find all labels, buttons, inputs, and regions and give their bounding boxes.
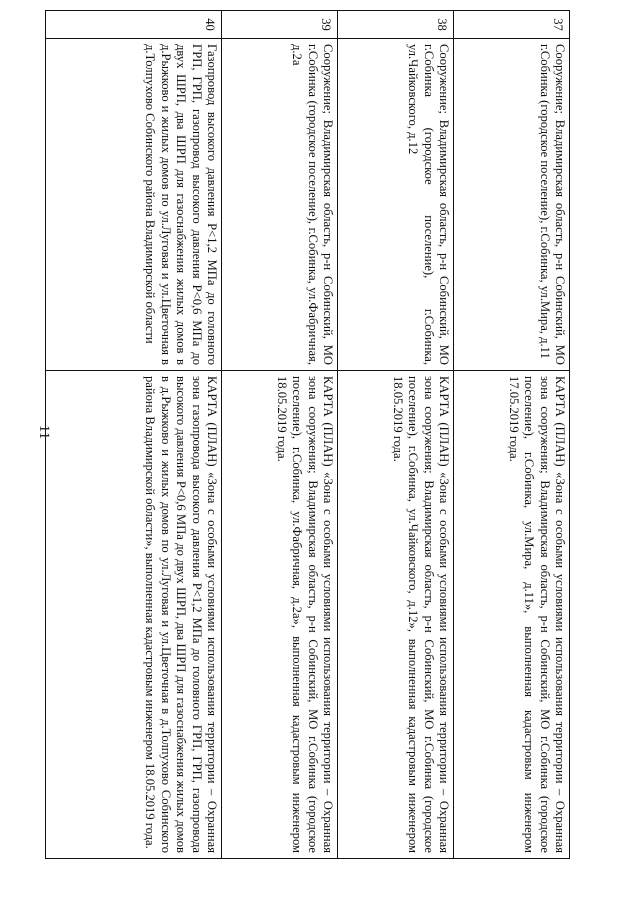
object-description: Газопровод высокого давления P<1,2 МПа до головного ГРП, ГРП, газопровод высокого давления P<0,6 МПа до двух ШРП, два ШРП для газоснабжения жилых домов в д.Рыжково и жилых домов по ул.Луговая и ул.Цветочная в д.Толпухово Собинского района Владимирской области <box>46 39 222 371</box>
object-description: Сооружение; Владимирская область, р-н Собинский, МО г.Собинка (городское поселение), г.Собинка, ул.Чайковского, д.12 <box>338 39 454 371</box>
page-number: 11 <box>36 424 52 440</box>
object-description: Сооружение; Владимирская область, р-н Собинский, МО г.Собинка (городское поселение), г.Собинка, ул.Мира, д.11 <box>454 39 570 371</box>
table-row <box>454 11 570 859</box>
document-description: КАРТА (ПЛАН) «Зона с особыми условиями использования территории – Охранная зона сооружения; Владимирская область, р-н Собинский, МО г.Собинка (городское поселение), г.Собинка, ул.Фабричная, д.2а», выполненная кадастровым инженером 18.05.2019 года. <box>222 371 338 859</box>
rotated-sheet <box>50 10 570 858</box>
row-number: 39 <box>222 11 338 39</box>
document-description: КАРТА (ПЛАН) «Зона с особыми условиями использования территории – Охранная зона сооружения; Владимирская область, р-н Собинский, МО г.Собинка (городское поселение), г.Собинка, ул.Чайковского, д.12», выполненная кадастровым инженером 18.05.2019 года. <box>338 371 454 859</box>
row-number: 38 <box>338 11 454 39</box>
table-row <box>338 11 454 859</box>
document-description: КАРТА (ПЛАН) «Зона с особыми условиями использования территории – Охранная зона газопровода высокого давления P<1,2 МПа до головного ГРП, ГРП, газопровода высокого давления P<0,6 МПа до двух ШРП, два ШРП для газоснабжения жилых домов в д.Рыжково и жилых домов по ул.Луговая и ул.Цветочная в д.Толпухово Собинского района Владимирской области», выполненная кадастровым инженером 18.05.2019 года. <box>46 371 222 859</box>
zones-table <box>45 10 570 859</box>
row-number: 40 <box>46 11 222 39</box>
object-description: Сооружение; Владимирская область, р-н Собинский, МО г.Собинка (городское поселение), г.Собинка, ул.Фабричная, д.2а <box>222 39 338 371</box>
row-number: 37 <box>454 11 570 39</box>
table-row <box>222 11 338 859</box>
table-row <box>46 11 222 859</box>
document-description: КАРТА (ПЛАН) «Зона с особыми условиями использования территории – Охранная зона сооружения; Владимирская область, р-н Собинский, МО г.Собинка (городское поселение), г.Собинка, ул.Мира, д.11», выполненная кадастровым инженером 17.05.2019 года. <box>454 371 570 859</box>
